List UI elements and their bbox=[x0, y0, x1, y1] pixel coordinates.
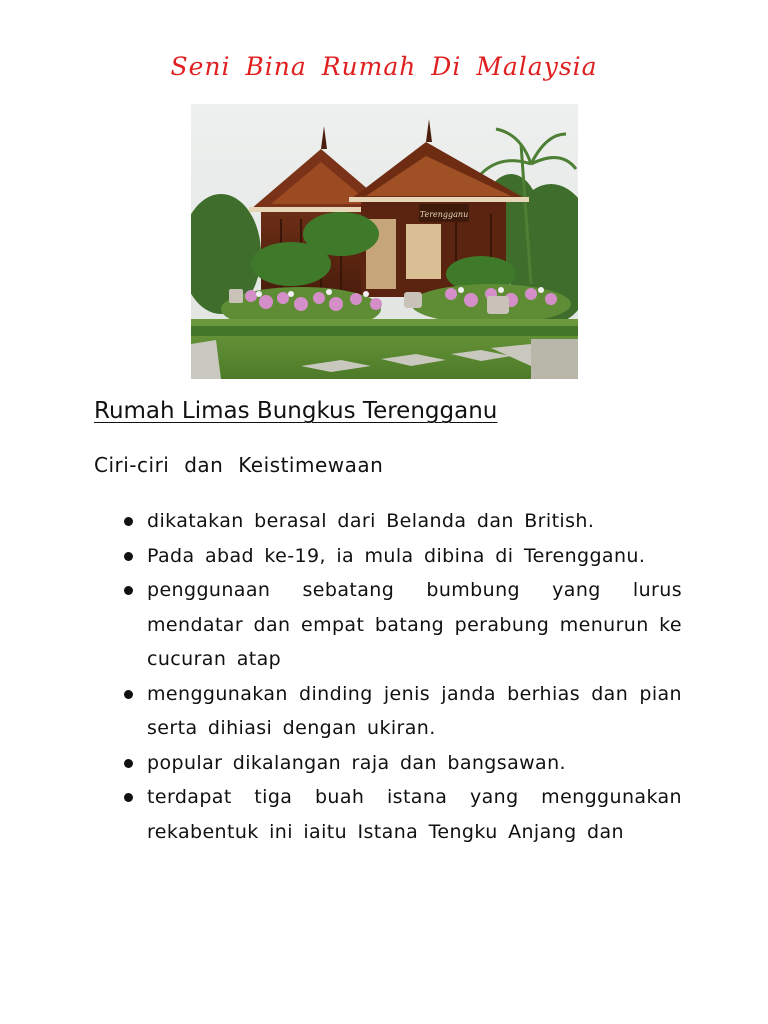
bullet-dot-icon bbox=[124, 793, 133, 802]
page-title: Seni Bina Rumah Di Malaysia bbox=[170, 52, 598, 81]
bullet-dot-icon bbox=[124, 759, 133, 768]
list-item bbox=[122, 539, 682, 574]
list-item bbox=[122, 504, 682, 539]
features-list bbox=[122, 504, 682, 849]
bullet-dot-icon bbox=[124, 690, 133, 699]
bullet-dot-icon bbox=[124, 586, 133, 595]
list-item-text: popular dikalangan raja dan bangsawan. bbox=[147, 751, 566, 774]
house-illustration bbox=[191, 104, 578, 379]
signboard-text: Terengganu bbox=[419, 210, 469, 219]
bullet-dot-icon bbox=[124, 517, 133, 526]
list-item-text: penggunaan sebatang bumbung yang lurus mendatar dan empat batang perabung menurun ke cucuran atap bbox=[147, 579, 682, 670]
list-item-text: terdapat tiga buah istana yang menggunakan rekabentuk ini iaitu Istana Tengku Anjang dan bbox=[147, 786, 682, 843]
house-photo bbox=[191, 104, 578, 379]
list-item bbox=[122, 746, 682, 781]
list-item bbox=[122, 780, 682, 849]
list-item bbox=[122, 677, 682, 746]
list-item-text: menggunakan dinding jenis janda berhias dan pian serta dihiasi dengan ukiran. bbox=[147, 682, 682, 739]
list-item-text: dikatakan berasal dari Belanda dan British. bbox=[147, 510, 595, 532]
subheading: Ciri-ciri dan Keistimewaan bbox=[94, 453, 384, 477]
section-heading: Rumah Limas Bungkus Terengganu bbox=[94, 398, 498, 424]
bullet-dot-icon bbox=[124, 552, 133, 561]
list-item-text: Pada abad ke-19, ia mula dibina di Terengganu. bbox=[147, 544, 646, 567]
list-item bbox=[122, 573, 682, 677]
